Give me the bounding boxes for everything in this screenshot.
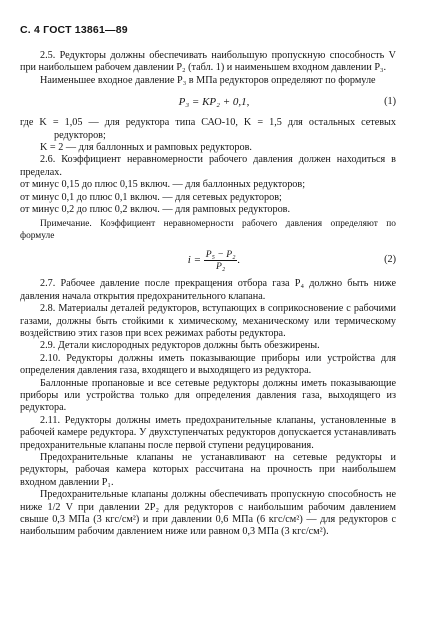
clause-2-8: 2.8. Материалы деталей редукторов, вступающих в соприкосновение с рабочими газами, должны быть стойкими к химическому, механическому или термическому воздействию этих газов при всех режимах работы редуктора. — [20, 303, 396, 339]
clause-2-6: 2.6. Коэффициент неравномерности рабочего давления должен находиться в пределах. — [20, 154, 396, 178]
clause-2-11: 2.11. Редукторы должны иметь предохранительные клапаны, установленные в рабочей камере редуктора. У двухступенчатых редукторов допускается устанавливать предохранительные клапаны после первой ступени редуцирования. — [20, 414, 396, 451]
formula-2-denominator: P₂ — [216, 260, 226, 272]
formula-2-tail: . — [237, 253, 241, 266]
clause-2-11-c: Предохранительные клапаны должны обеспечивать пропускную способность не ниже 1/2 V при давлении 2P₂ для редукторов с наибольшим рабочим давлением свыше 0,3 МПа (3 кгс/см²) и при давлении 0,6 МПа (6 кгс/см²) — для редукторов с наибольшим рабочим давлением ниже или равном 0,3 МПа (3 кгс/см²). — [20, 489, 396, 538]
formula-2-numerator: P₅ − P₂ — [205, 248, 236, 260]
formula-2 — [20, 247, 396, 273]
note-text: Примечание. Коэффициент неравномерности рабочего давления определяют по формуле — [20, 219, 396, 241]
clause-2-11-b: Предохранительные клапаны не устанавливают на сетевые редукторы и редукторы, рабочая камера которых рассчитана на прочность при наибольшем входном давлении P₁. — [20, 451, 396, 488]
clause-2-10: 2.10. Редукторы должны иметь показывающие приборы или устройства для определения давления газа, входящего и выходящего из редуктора. — [20, 352, 396, 377]
clause-2-10-b: Баллонные пропановые и все сетевые редукторы должны иметь показывающие приборы или устройства только для определения давления газа, выходящего из редуктора. — [20, 377, 396, 414]
clause-2-5: 2.5. Редукторы должны обеспечивать наибольшую пропускную способность V при наибольшем рабочем давлении P₂ (табл. 1) и наименьшем входном давлении P₃. — [20, 50, 396, 74]
formula-2-number: (2) — [384, 254, 396, 266]
range-list — [20, 179, 396, 216]
range-item-1: от минус 0,15 до плюс 0,15 включ. — для баллонных редукторов; — [20, 179, 306, 191]
page-header: С. 4 ГОСТ 13861—89 — [20, 24, 128, 36]
min-pressure-text: Наименьшее входное давление P₃ в МПа редукторов определяют по формуле — [40, 74, 376, 86]
formula-1-number: (1) — [384, 96, 396, 108]
clause-2-7: 2.7. Рабочее давление после прекращения отбора газа P₄ должно быть ниже давления начала открытия предохранительного клапана. — [20, 278, 396, 302]
formula-2-expression — [20, 249, 368, 272]
formula-2-fraction — [204, 248, 241, 272]
clause-2-9: 2.9. Детали кислородных редукторов должны быть обезжирены. — [40, 340, 320, 352]
where-k-line-1: где K = 1,05 — для редуктора типа САО-10, K = 1,5 для остальных сетевых редукторов; — [20, 117, 396, 141]
formula-1-expression: P₃ = KP₂ + 0,1, — [178, 96, 250, 109]
where-k-line-2: K = 2 — для баллонных и рамповых редукторов. — [40, 142, 252, 154]
formula-1 — [20, 92, 396, 112]
range-item-3: от минус 0,2 до плюс 0,2 включ. — для рамповых редукторов. — [20, 204, 291, 216]
range-item-2: от минус 0,1 до плюс 0,1 включ. — для сетевых редукторов; — [20, 191, 282, 203]
formula-2-lhs: i = — [187, 253, 202, 266]
document-body — [20, 50, 396, 539]
